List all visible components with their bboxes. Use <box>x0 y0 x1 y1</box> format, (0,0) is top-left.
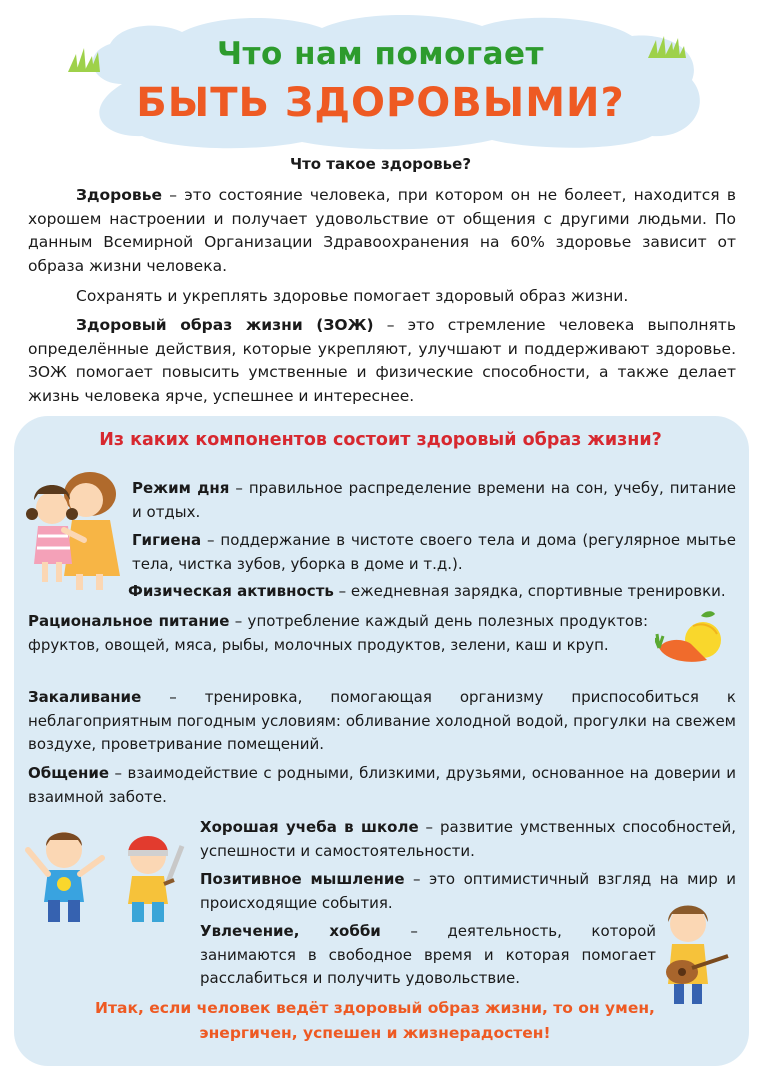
term-positive-thinking: Позитивное мышление <box>200 870 405 888</box>
definition-health: – это состояние человека, при котором он не болеет, находится в хорошем настроении и получает удовольствие от общения с другими людьми. По данным Всемирной Организации Здравоохранения на 60% здоровье зависит от образа жизни человека. <box>28 186 736 275</box>
term-communication: Общение <box>28 764 110 782</box>
component-communication <box>28 762 736 809</box>
title-line-1: Что нам помогает <box>216 36 545 72</box>
term-daily-routine: Режим дня <box>132 479 230 497</box>
intro-paragraph-health <box>28 184 736 278</box>
definition-zozh: – это стремление человека выполнять определённые действия, которые укрепляют, улучшают и поддерживают здоровье. ЗОЖ помогает повысить умственные и физические способности, а также делает жизнь человека ярче, успешнее и интереснее. <box>28 316 736 405</box>
component-daily-routine <box>132 477 736 524</box>
hugging-girls-illustration <box>20 464 130 594</box>
fruit-illustration <box>655 608 725 668</box>
desc-hardening: – тренировка, помогающая организму приспособиться к неблагоприятным погодным условиям: обливание холодной водой, прогулки на свежем воздухе, проветривание помещений. <box>28 688 736 753</box>
desc-hobby: – деятельность, которой занимаются в свободное время и которая помогает расслабиться и получить удовольствие. <box>200 922 657 987</box>
lifestyle-sentence: Сохранять и укреплять здоровье помогает здоровый образ жизни. <box>76 287 629 305</box>
knight-boy-illustration <box>108 826 194 926</box>
boy-waving-illustration <box>24 828 110 928</box>
guitar-boy-illustration <box>652 900 732 1010</box>
desc-hygiene: – поддержание в чистоте своего тела и дома (регулярное мытье тела, чистка зубов, уборка в доме и т.д.). <box>132 531 736 573</box>
component-good-study <box>200 816 736 863</box>
component-nutrition <box>28 610 648 657</box>
term-hardening: Закаливание <box>28 688 142 706</box>
term-good-study: Хорошая учеба в школе <box>200 818 419 836</box>
desc-daily-routine: – правильное распределение времени на сон, учебу, питание и отдых. <box>132 479 736 521</box>
component-hardening <box>28 686 736 757</box>
term-health: Здоровье <box>76 186 163 204</box>
term-hobby: Увлечение, хобби <box>200 922 381 940</box>
desc-nutrition: – употребление каждый день полезных продуктов: фруктов, овощей, мяса, рыбы, молочных продуктов, зелени, каш и круп. <box>28 612 649 654</box>
component-hygiene <box>132 529 736 576</box>
intro-paragraph-lifestyle <box>28 285 736 309</box>
desc-physical-activity: – ежедневная зарядка, спортивные тренировки. <box>333 582 726 600</box>
term-hygiene: Гигиена <box>132 531 202 549</box>
term-zozh: Здоровый образ жизни (ЗОЖ) <box>76 316 374 334</box>
components-title: Из каких компонентов состоит здоровый образ жизни? <box>99 430 662 450</box>
desc-communication: – взаимодействие с родными, близкими, друзьями, основанное на доверии и взаимной заботе. <box>28 764 736 806</box>
component-hobby <box>200 920 656 991</box>
title-line-2: БЫТЬ ЗДОРОВЫМИ? <box>136 80 625 126</box>
component-physical-activity <box>128 580 738 604</box>
term-nutrition: Рациональное питание <box>28 612 230 630</box>
desc-good-study: – развитие умственных способностей, успешности и самостоятельности. <box>200 818 736 860</box>
desc-positive-thinking: – это оптимистичный взгляд на мир и происходящие события. <box>200 870 736 912</box>
conclusion-text: Итак, если человек ведёт здоровый образ жизни, то он умен, энергичен, успешен и жизнерадостен! <box>95 999 655 1042</box>
intro-question: Что такое здоровье? <box>289 155 472 173</box>
term-physical-activity: Физическая активность <box>128 582 334 600</box>
intro-paragraph-zozh <box>28 314 736 408</box>
